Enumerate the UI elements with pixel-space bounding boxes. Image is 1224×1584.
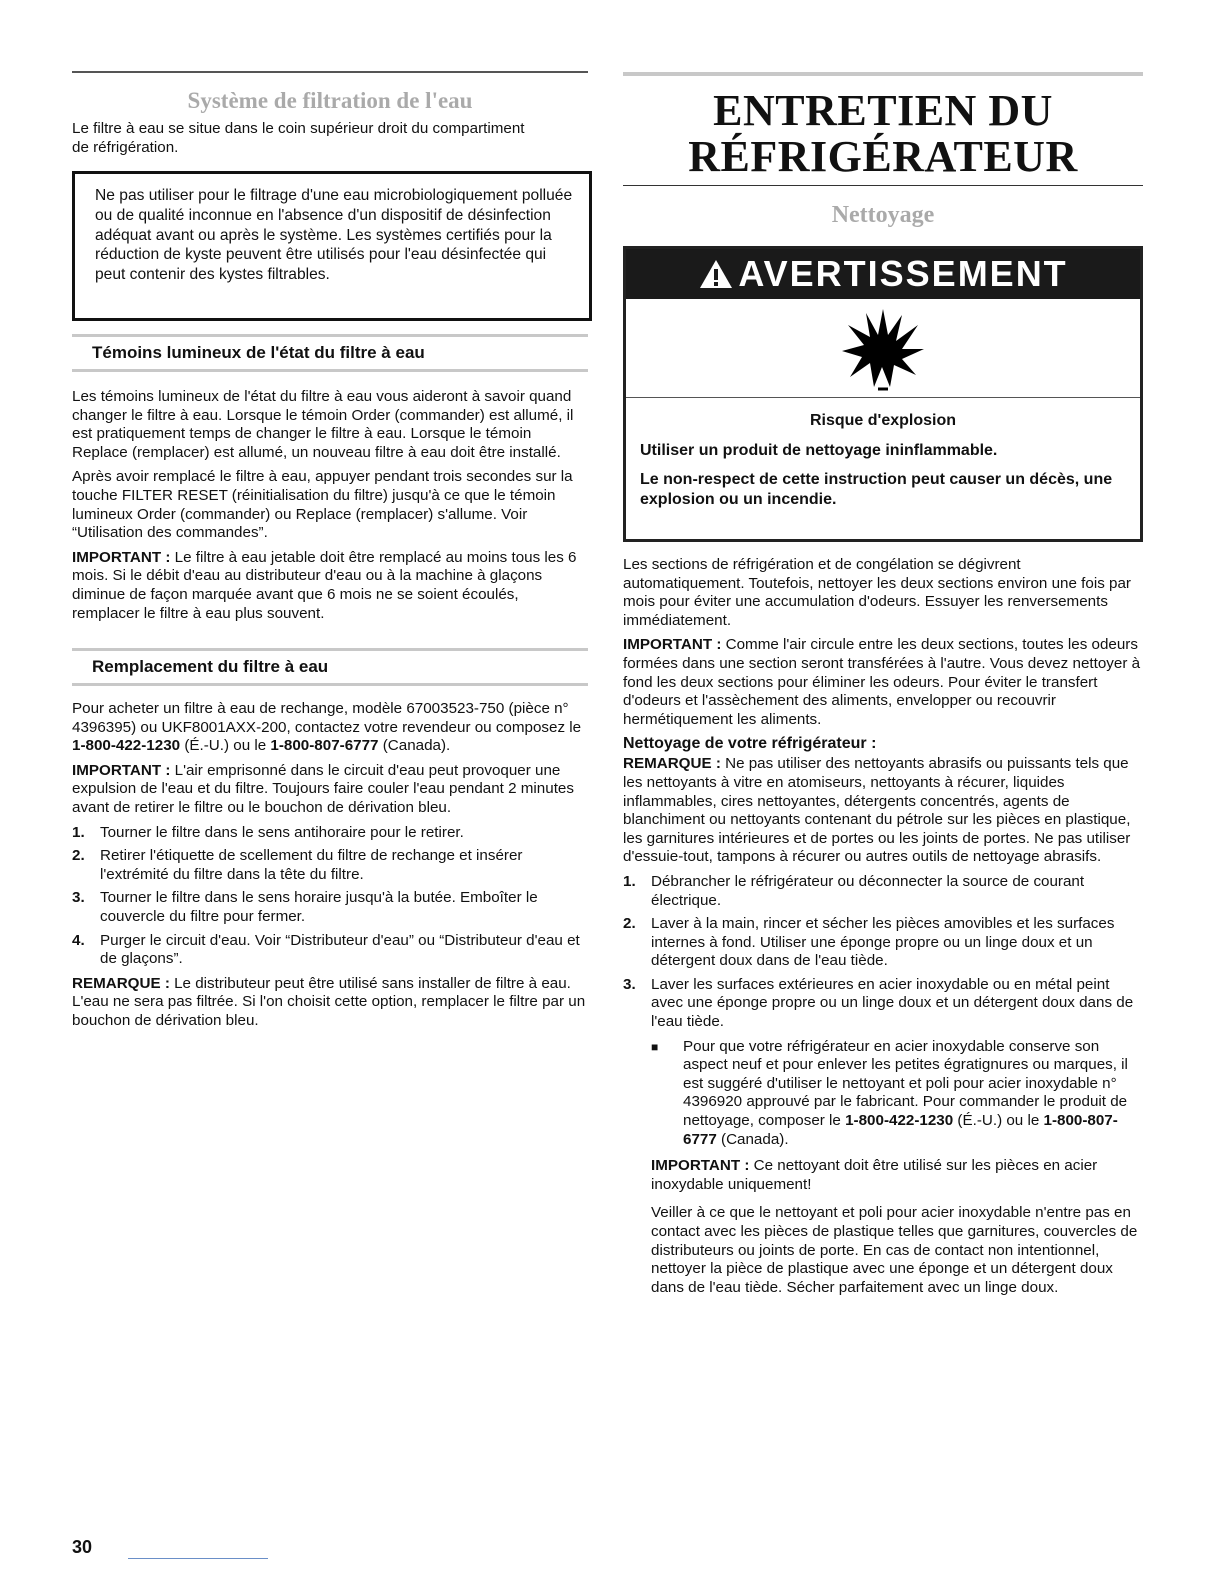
page-number: 30: [72, 1537, 93, 1557]
phone-canada: 1-800-807-6777: [270, 737, 379, 755]
phone-us: 1-800-422-1230: [72, 737, 181, 755]
water-notice-text: Ne pas utiliser pour le filtrage d'une eau microbiologiquement polluée ou de qualité inconnue en l'absence d'un dispositif de désinfection adéquat avant ou après le système. Les systèmes certifiés pour la réduction de kyste peuvent être utilisés pour l'eau désinfectée qui peut contenir des kystes filtrables.: [95, 187, 573, 284]
phone-canada: 1-800-807-6777: [683, 1112, 1118, 1148]
plastic-contact-paragraph: Veiller à ce que le nettoyant et poli pour acier inoxydable n'entre pas en contact avec les pièces de plastique telles que garnitures, couvercles de distributeurs ou joints de porte. En cas de contact non intentionnel, nettoyer la pièce de plastique avec une éponge et un détergent doux dans de l'eau tiède. Sécher parfaitement avec un linge doux.: [651, 1204, 1138, 1296]
replacement-paragraph-1: [72, 700, 588, 756]
warning-line-2: Le non-respect de cette instruction peut causer un décès, une explosion ou un incendie.: [640, 471, 1113, 508]
replacement-steps: [72, 824, 588, 969]
cleaning-note: [623, 755, 1143, 867]
note-text: Le distributeur peut être utilisé sans installer de filtre à eau. L'eau ne sera pas filtrée. Si l'on choisit cette option, remplacer le filtre par un bouchon de dérivation bleu.: [72, 974, 586, 1029]
stainless-bullet-text: [683, 1038, 1143, 1150]
step-text: Purger le circuit d'eau. Voir “Distributeur d'eau” ou “Distributeur d'eau et de glaçons”.: [100, 931, 580, 968]
list-item: [72, 889, 588, 926]
explosion-icon: [838, 305, 928, 391]
replacement-heading: Remplacement du filtre à eau: [92, 657, 329, 676]
important-text: Le filtre à eau jetable doit être remplacé au moins tous les 6 mois. Si le débit d'eau au distributeur d'eau ou à la machine à glaçons diminue de façon marquée avant que 6 mois ne se soient écoulés, remplacer le filtre à eau plus souvent.: [72, 548, 577, 622]
water-notice-box: [72, 171, 592, 321]
bullet-text-c: (Canada).: [716, 1130, 789, 1148]
odor-important: [623, 636, 1143, 729]
page-title-line-2: RÉFRIGÉRATEUR: [688, 132, 1078, 181]
cleaning-steps: [623, 873, 1143, 1032]
step-number: 3.: [72, 889, 85, 907]
warning-triangle-icon: [698, 258, 734, 290]
list-item: [72, 932, 588, 969]
note-label: REMARQUE :: [623, 755, 721, 773]
step-text: Laver à la main, rincer et sécher les pièces amovibles et les surfaces internes à fond. Utiliser une éponge propre ou un linge doux et un détergent doux dans de l'eau tiède.: [651, 915, 1115, 970]
step-number: 1.: [623, 872, 636, 890]
stainless-bullet: [623, 1038, 1143, 1150]
important-text: L'air emprisonné dans le circuit d'eau peut provoquer une expulsion de l'eau et du filtre. Toujours faire couler l'eau pendant 2 minutes avant de retirer le filtre ou le bouchon de dérivation bleu.: [72, 761, 574, 816]
step-text: Laver les surfaces extérieures en acier inoxydable ou en métal peint avec une éponge propre ou un linge doux et un détergent doux dans de l'eau tiède.: [651, 975, 1134, 1031]
step-text: Retirer l'étiquette de scellement du filtre de rechange et insérer l'extrémité du filtre dans la tête du filtre.: [100, 847, 523, 883]
replacement-text-b: (É.-U.) ou le: [180, 737, 271, 755]
note-label: REMARQUE :: [72, 974, 170, 992]
warning-hazard: Risque d'explosion: [809, 412, 957, 429]
replacement-text-a: Pour acheter un filtre à eau de rechange, modèle 67003523-750 (pièce n° 4396395) ou UKF8001AXX-200, contactez votre revendeur ou composez le: [72, 700, 582, 736]
important-text: Ce nettoyant doit être utilisé sur les pièces en acier inoxydable uniquement!: [651, 1157, 1098, 1193]
water-filter-section-title: Système de filtration de l'eau: [187, 88, 473, 113]
title-rule: [623, 185, 1143, 186]
page-title: [623, 88, 1143, 180]
warning-line-1: Utiliser un produit de nettoyage ininflammable.: [640, 442, 998, 459]
note-text: Ne pas utiliser des nettoyants abrasifs ou puissants tels que les nettoyants à vitre en atomiseurs, nettoyants à récurer, liquides inflammables, cires nettoyantes, détergents concentrés, agents de blanchiment ou nettoyants contenant du pétrole sur les pièces en plastique, les garnitures intérieures et de portes ou les joints de portes. Ne pas utiliser d'essuie-tout, tampons à récurer ou autres outils de nettoyage abrasifs.: [623, 755, 1131, 866]
cleaning-section-title: Nettoyage: [831, 202, 935, 228]
stainless-important: [623, 1157, 1143, 1194]
warning-box: [623, 246, 1143, 542]
warning-banner-label: AVERTISSEMENT: [738, 253, 1068, 294]
important-label: IMPORTANT :: [72, 548, 171, 566]
step-text: Tourner le filtre dans le sens antihoraire pour le retirer.: [100, 823, 464, 841]
footer-rule: [128, 1558, 268, 1559]
step-text: Tourner le filtre dans le sens horaire jusqu'à la butée. Emboîter le couvercle du filtre pour fermer.: [100, 889, 538, 925]
replacement-subhead-band: [72, 648, 588, 686]
indicators-important: [72, 549, 588, 623]
bullet-text-a: Pour que votre réfrigérateur en acier inoxydable conserve son aspect neuf et pour enlever les petites égratignures ou marques, il est suggéré d'utiliser le nettoyant et poli pour acier inoxydable n° 4396920 approuvé par le fabricant. Pour commander le produit de nettoyage, composer le: [683, 1037, 1128, 1130]
list-item: [623, 976, 1143, 1032]
indicators-subhead-band: [72, 334, 588, 372]
warning-banner: [626, 249, 1140, 299]
list-item: [72, 847, 588, 884]
cleaning-heading: Nettoyage de votre réfrigérateur :: [623, 735, 877, 753]
step-number: 4.: [72, 931, 85, 949]
phone-us: 1-800-422-1230: [845, 1112, 954, 1130]
indicators-heading: Témoins lumineux de l'état du filtre à eau: [92, 343, 425, 362]
important-label: IMPORTANT :: [623, 636, 722, 654]
important-label: IMPORTANT :: [651, 1157, 750, 1175]
list-item: [72, 824, 588, 843]
page-title-line-1: ENTRETIEN DU: [713, 86, 1053, 135]
step-number: 2.: [623, 915, 636, 933]
bullet-text-b: (É.-U.) ou le: [953, 1112, 1044, 1130]
warning-text-area: [626, 398, 1140, 510]
indicators-paragraph-1: Les témoins lumineux de l'état du filtre à eau vous aideront à savoir quand changer le filtre à eau. Lorsque le témoin Order (commander) est allumé, il est pratiquement temps de changer le filtre à eau. Lorsque le témoin Replace (remplacer) est allumé, un nouveau filtre à eau doit être installé.: [72, 388, 574, 461]
step-number: 2.: [72, 847, 85, 865]
list-item: [623, 915, 1143, 971]
step-text: Débrancher le réfrigérateur ou déconnecter la source de courant électrique.: [651, 872, 1085, 909]
square-bullet-icon: ■: [651, 1039, 659, 1054]
important-label: IMPORTANT :: [72, 761, 171, 779]
important-text: Comme l'air circule entre les deux sections, toutes les odeurs formées dans une section seront transférées à l'autre. Vous devez nettoyer à fond les deux sections pour éliminer les odeurs. Pour éviter le transfert d'odeurs et l'assèchement des aliments, envelopper ou recouvrir hermétiquement les aliments.: [623, 636, 1141, 728]
replacement-text-c: (Canada).: [378, 737, 451, 755]
replacement-important: [72, 762, 588, 818]
water-filter-intro: Le filtre à eau se situe dans le coin supérieur droit du compartiment de réfrigération.: [72, 120, 525, 156]
replacement-note: [72, 975, 588, 1031]
indicators-body: [72, 388, 588, 629]
explosion-symbol-area: [626, 299, 1140, 398]
list-item: [623, 873, 1143, 910]
cleaning-body: [623, 556, 1143, 1303]
step-number: 3.: [623, 975, 636, 993]
left-top-rule: [72, 71, 588, 73]
replacement-body: [72, 700, 588, 1037]
defrost-paragraph: Les sections de réfrigération et de congélation se dégivrent automatiquement. Toutefois, nettoyer les deux sections environ une fois par mois pour éviter une accumulation d'odeurs. Essuyer les renversements immédiatement.: [623, 556, 1131, 629]
right-top-rule: [623, 72, 1143, 76]
step-number: 1.: [72, 823, 85, 841]
indicators-paragraph-2: Après avoir remplacé le filtre à eau, appuyer pendant trois secondes sur la touche FILTER RESET (réinitialisation du filtre) jusqu'à ce que le témoin lumineux Order (commander) ou Replace (remplacer) s'allume. Voir “Utilisation des commandes”.: [72, 468, 573, 542]
